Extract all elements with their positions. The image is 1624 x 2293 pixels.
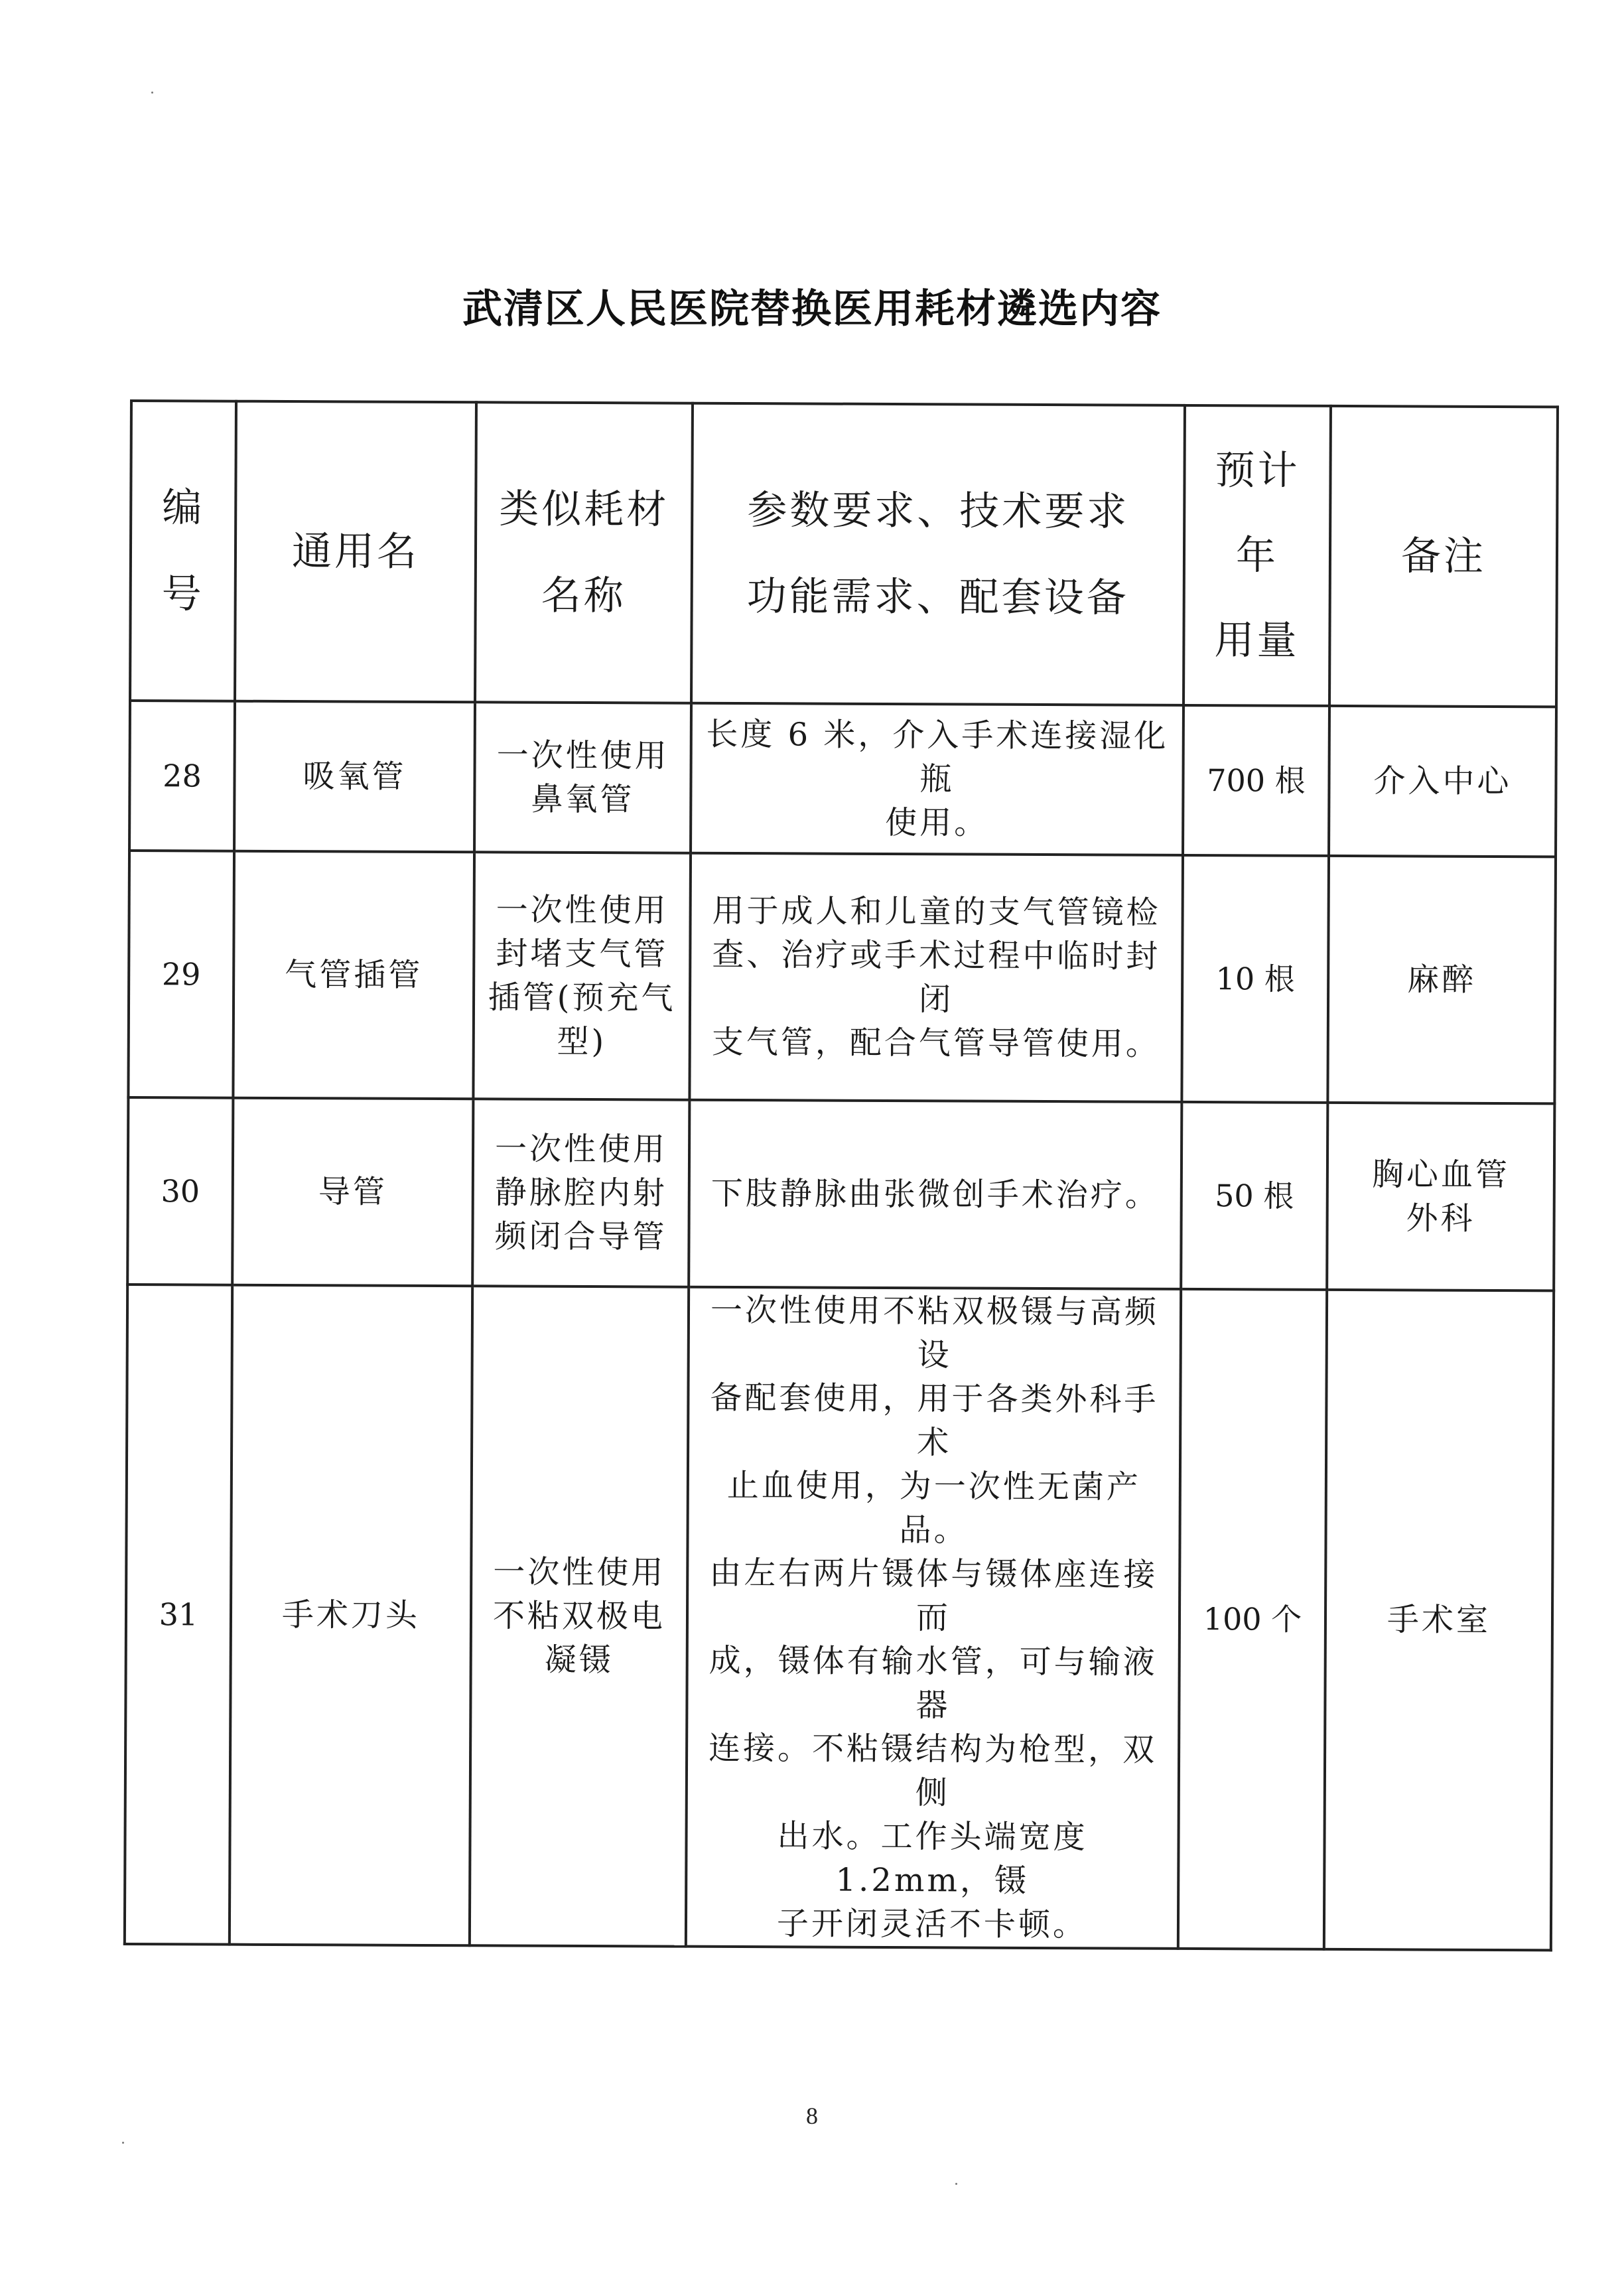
text-line: 使用。 [885,803,989,842]
row-number: 30 [127,1097,233,1285]
row-requirements [686,1287,1181,1949]
row-number: 28 [129,701,235,851]
text-line: 支气管，配合气管导管使用。 [711,1023,1160,1063]
text-line: 外科 [1406,1200,1475,1237]
row-requirements [691,703,1184,855]
header-remarks [1329,406,1558,707]
text-line: 不粘双极电 [492,1597,666,1635]
table-row [128,851,1556,1103]
row-requirements [689,853,1183,1102]
text-line: 连接。不粘镊结构为枪型，双侧 [709,1729,1158,1812]
text-line: 介入中心 [1373,762,1512,801]
header-similar-name [475,402,693,703]
text-line: 静脉腔内射 [494,1174,667,1212]
row-number: 29 [128,851,234,1098]
text-line: 出水。工作头端宽度 1.2mm，镊 [777,1817,1088,1900]
row-number: 31 [125,1285,232,1945]
row-remarks [1329,706,1556,857]
page-title: 武清区人民医院替换医用耗材遴选内容 [462,286,1162,332]
text-line: 封堵支气管 [496,935,669,973]
row-annual-usage: 50 根 [1181,1102,1327,1290]
row-remarks [1324,1290,1554,1950]
row-similar-name [470,1286,689,1946]
table-row [129,701,1556,857]
header-annual-usage-line: 预计 [1215,447,1300,494]
text-line: 一次性使用 [496,736,669,775]
text-line: 麻醉 [1407,961,1477,999]
header-remarks-label: 备注 [1400,533,1487,580]
table-row [125,1285,1554,1950]
row-similar-name [473,852,691,1099]
row-annual-usage: 10 根 [1182,855,1329,1103]
text-line: 型) [557,1022,607,1061]
row-remarks [1327,1103,1554,1290]
text-line: 插管(预充气 [488,979,676,1017]
text-line: 手术室 [1387,1601,1491,1639]
table-row [127,1097,1554,1290]
text-line: 子开闭灵活不卡顿。 [776,1905,1088,1944]
page-number: 8 [806,2103,818,2129]
row-common-name: 手术刀头 [230,1285,472,1946]
text-line: 频闭合导管 [494,1217,667,1256]
text-line: 一次性使用 [493,1553,666,1592]
header-requirements-line: 参数要求、技术要求 [747,487,1130,535]
scan-speck [122,2142,124,2144]
text-line: 备配套使用，用于各类外科手术 [710,1379,1159,1462]
header-number [130,401,236,701]
text-line: 凝镊 [544,1641,614,1679]
header-annual-usage-line: 年 [1235,531,1279,579]
header-similar-name-line: 名称 [541,572,626,620]
row-common-name: 吸氧管 [234,701,475,853]
text-line: 胸心血管 [1371,1156,1511,1194]
row-remarks [1327,856,1556,1103]
header-similar-name-line: 类似耗材 [499,486,669,533]
row-common-name: 导管 [232,1098,473,1286]
consumables-table [123,399,1559,1951]
header-common-name-label: 通用名 [291,528,420,575]
text-line: 用于成人和儿童的支气管镜检 [712,892,1161,932]
text-line: 查、治疗或手术过程中临时封闭 [712,936,1161,1018]
header-annual-usage-line: 用量 [1214,616,1300,664]
text-line: 由左右两片镊体与镊体座连接而 [709,1554,1158,1637]
text-line: 止血使用，为一次性无菌产品。 [726,1466,1141,1549]
header-number-line: 号 [161,571,204,618]
scan-speck [955,2183,957,2185]
text-line: 鼻氧管 [531,780,635,819]
header-requirements [691,403,1185,705]
text-line: 一次性使用 [496,891,669,930]
header-number-line: 编 [162,484,205,531]
text-line: 成，镊体有输水管，可与输液器 [709,1641,1158,1724]
row-common-name: 气管插管 [233,851,474,1099]
text-line: 长度 6 米，介入手术连接湿化瓶 [706,715,1169,798]
header-annual-usage [1184,405,1331,706]
header-common-name [235,401,476,703]
header-requirements-line: 功能需求、配套设备 [746,573,1129,622]
row-similar-name [474,702,691,853]
text-line: 下肢静脉曲张微创手术治疗。 [710,1174,1160,1214]
header-row [130,401,1558,707]
text-line: 一次性使用不粘双极镊与高频设 [710,1291,1160,1374]
row-annual-usage: 700 根 [1183,705,1329,856]
text-line: 一次性使用 [494,1130,668,1168]
row-annual-usage: 100 个 [1178,1289,1327,1949]
row-similar-name [472,1099,689,1286]
row-requirements [689,1100,1182,1289]
scan-speck [151,92,153,94]
